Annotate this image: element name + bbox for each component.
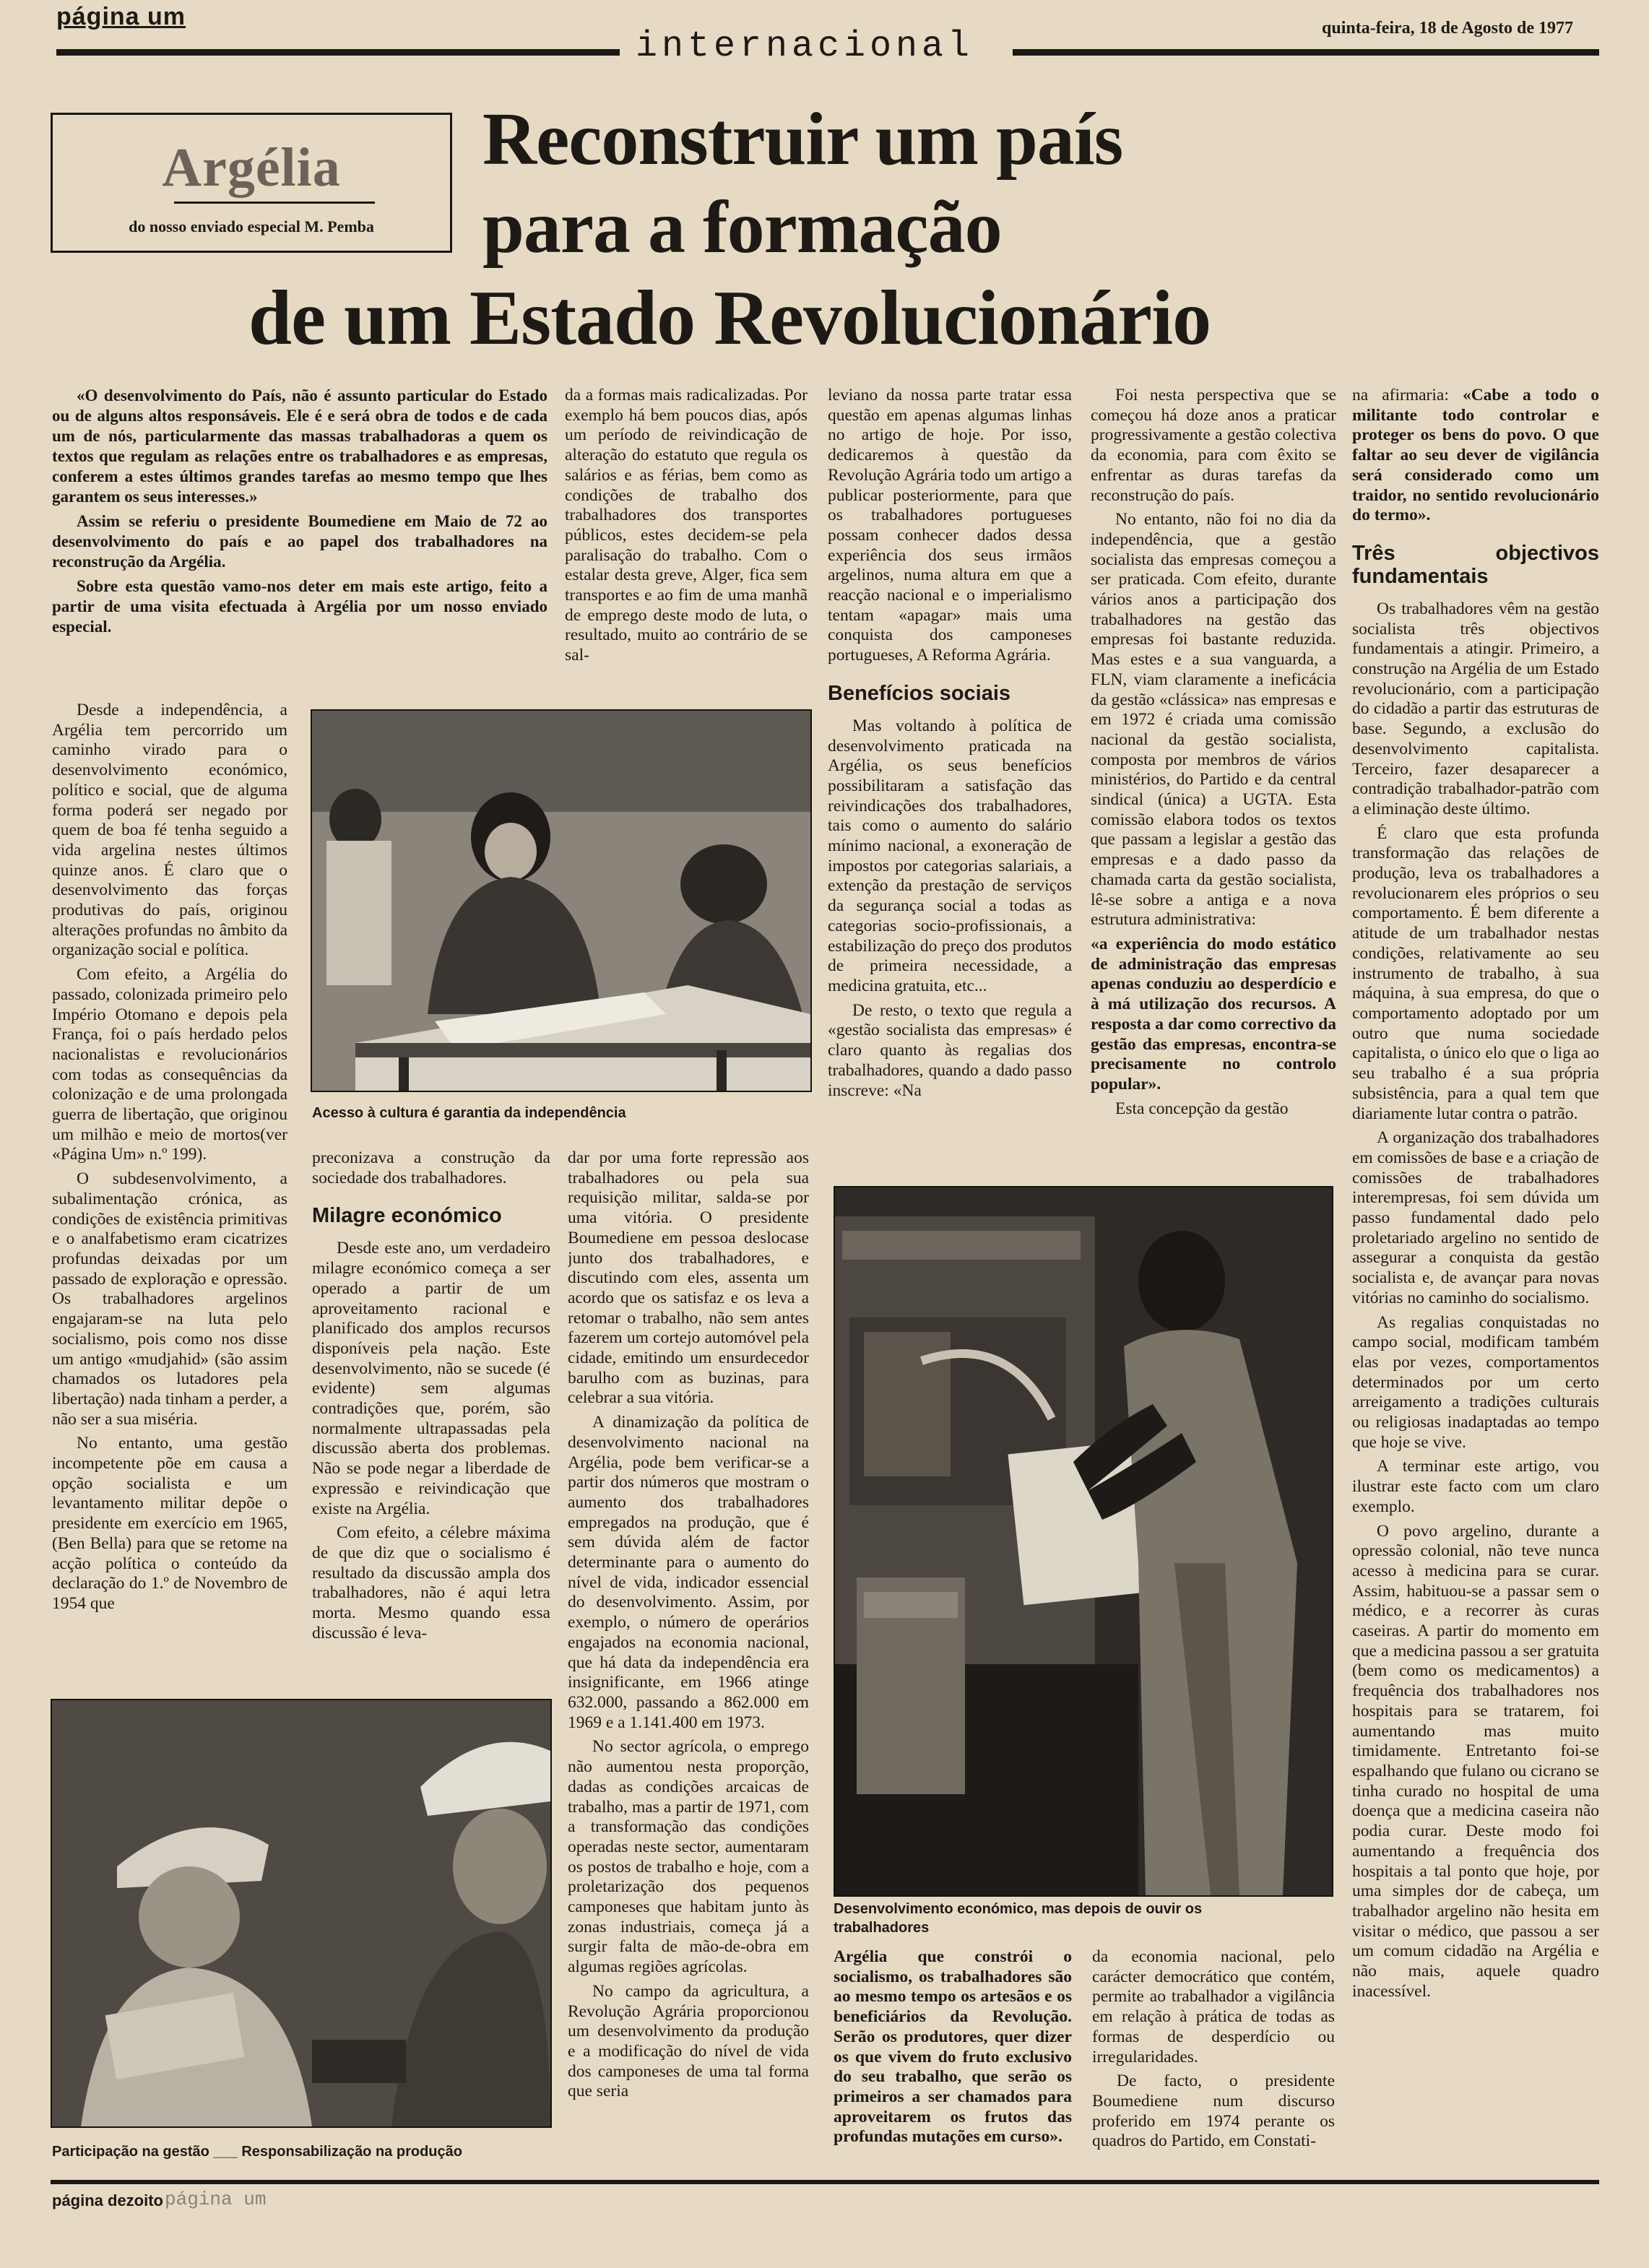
masthead-rule-left [56,49,620,56]
column-paragraph: A terminar este artigo, vou ilustrar este facto com um claro exemplo. [1352,1457,1599,1516]
column-c-top [828,386,1072,1180]
column-paragraph: da economia nacional, pelo carácter democrático que contém, permite ao trabalhador a vigilância em relação à prática de todas as formas de desperdício ou irregularidades. [1092,1947,1335,2066]
issue-date: quinta-feira, 18 de Agosto de 1977 [1322,19,1573,38]
photo-students [311,709,812,1092]
lead-paragraphs [52,386,547,667]
photo-miners [51,1699,552,2128]
masthead-rule-right [1013,49,1599,56]
column-d-top [1091,386,1336,1180]
photo-steelworker-image [835,1187,1332,1895]
column-b-bottom [312,1148,550,1676]
subheading-beneficios: Benefícios sociais [828,681,1011,705]
column-text: na afirmaria: [1352,386,1449,404]
column-paragraph: Mas voltando à política de desenvolvimento praticada na Argélia, os seus benefícios possibilitaram a satisfação das reivindicações dos trabalhadores, tais como o aumento do salário mínimo nacional, a exoneração de impostos por categorias salariais, a extenção da prestação de serviços da segurança social a todas as categorias socio-profissionais, a estabilização do preço dos produtos de primeira necessidade, a medicina gratuita, etc... [828,716,1072,995]
column-paragraph: No campo da agricultura, a Revolução Agrária proporcionou um desenvolvimento da produção e a modificação do nível de vida dos camponeses de uma tal forma que seria [568,1981,809,2101]
subheading-tres-objectivos: Três objectivos fundamentais [1352,541,1599,588]
column-c-bottom-quote [834,1947,1072,2164]
footer-page-number: página dezoito [52,2191,163,2209]
column-paragraph: No entanto, não foi no dia da independência, que a gestão socialista das empresas começou a ser praticada. Com efeito, durante vários anos a participação dos trabalhadores na gestão das empresas foi bastante reduzida. Mas estes e a sua vanguarda, a FLN, viam claramente a ineficácia da gestão «clássica» nas empresas e em 1972 é criada uma comissão nacional da gestão socialista, composta por membros de vários ministérios, do Partido e da central sindical (única) a UGTA. Esta comissão elabora todos os textos que passam a legislar a gestão das empresas e a dado passo da chamada carta da gestão socialista, lê-se sobre a antiga e a nova estrutura administrativa: [1091,510,1336,930]
masthead-publication: página um [56,3,186,30]
column-paragraph: A dinamização da política de desenvolvimento nacional na Argélia, pode bem verificar-se a partir dos números que mostram o aumento dos trabalhadores empregados na produção, que é sem dúvida além de factor determinante para o aumento do nível de vida, indicador essencial do desenvolvimento. Assim, por exemplo, o número de operários engajados na economia nacional, que há data da independência era insignificante, em 1966 atinge 632.000, passando a 862.000 em 1969 e a 1.141.400 em 1973. [568,1413,809,1732]
column-paragraph: De facto, o presidente Boumediene num discurso proferido em 1974 perante os quadros do Partido, em Constati- [1092,2072,1335,2151]
column-paragraph: leviano da nossa parte tratar essa questão em apenas algumas linhas no artigo de hoje. Por isso, dedicaremos à questão da Revolução Agrária todo um artigo a publicar posteriormente, para que os trabalhadores portugueses possam conhecer dados dessa experiência dos seus irmãos argelinos, numa altura em que a reacção nacional e o imperialismo tentam «apagar» mais uma conquista dos camponeses portugueses, A Reforma Agrária. [828,386,1072,665]
lead-paragraph: Sobre esta questão vamo-nos deter em mais este artigo, feito a partir de uma visita efectuada à Argélia por um nosso enviado especial. [52,577,547,636]
photo-steelworker [834,1186,1333,1897]
column-paragraph: da a formas mais radicalizadas. Por exemplo há bem poucos dias, após um período de reivindicação de alteração do estatuto que regula os salários e as férias, bem como as condições de trabalho dos trabalhadores dos transportes públicos, estes decidem-se pela paralisação do trabalho. Com o estalar desta greve, Alger, fica sem transportes e ao fim de uma manhã de emprego deste modo de luta, o resultado, muito ao contrário de se sal- [565,386,808,665]
column-paragraph: Esta concepção da gestão [1115,1099,1289,1118]
column-quote: «a experiência do modo estático de administração das empresas apenas conduziu ao desperdício e à má utilização dos recursos. A resposta a dar como correctivo da gestão das empresas, encontra-se precisamente no controlo popular». [1091,934,1336,1094]
photo-miners-caption: Participação na gestão ___ Responsabilização na produção [52,2144,462,2160]
lead-paragraph: Assim se referiu o presidente Boumediene em Maio de 72 ao desenvolvimento do país e ao papel dos trabalhadores na reconstrução da Argélia. [52,512,547,571]
column-paragraph: Os trabalhadores vêm na gestão socialista três objectivos fundamentais a atingir. Primeiro, a construção na Argélia de um Estado revolucionário, com a participação do cidadão a partir das estruturas de base. Segundo, a exclusão do desenvolvimento capitalista. Terceiro, fazer desaparecer a contradição trabalhador-patrão com a eliminação deste último. [1352,599,1599,818]
column-paragraph: O subdesenvolvimento, a subalimentação crónica, as condições de existência primitivas e o analfabetismo eram cicatrizes profundas deixadas por um passado de exploração e opressão. Os trabalhadores argelinos engajaram-se na luta pelo socialismo, pois como nos disse um antigo «mudjahid» (são assim chamados os lutadores pela libertação) nada tinham a perder, a não ser a sua miséria. [52,1169,287,1429]
kicker-box [51,113,452,253]
column-paragraph: As regalias conquistadas no campo social, modificam também elas por vezes, comportamentos determinados por um certo arreigamento a tradições culturais ou religiosas inadaptadas ao tempo que hoje se vive. [1352,1312,1599,1452]
kicker-underline [174,202,375,204]
section-label: internacional [636,26,974,67]
photo-steelworker-caption: Desenvolvimento económico, mas depois de ouvir os trabalhadores [834,1901,1203,1936]
column-d-bottom [1092,1947,1335,2164]
column-paragraph [1352,386,1599,526]
column-b-top [565,386,808,682]
column-paragraph: No entanto, uma gestão incompetente põe em causa a opção socialista e um levantamento militar depõe o presidente em exercício em 1965, (Ben Bella) para que se retome na acção política o conteúdo da declaração do 1.º de Novembro de 1954 que [52,1434,287,1613]
lead-quote: «O desenvolvimento do País, não é assunto particular do Estado ou de alguns altos responsáveis. Ele é e será obra de todos e de cada um de nós, particularmente das massas trabalhadoras a quem os textos que regulam as relações entre os trabalhadores e as empresas, conferem a estes últimos grandes tarefas ao mesmo tempo que lhes garantem os seus interesses.» [52,386,547,506]
column-quote: «Cabe a todo o militante todo controlar e proteger os bens do povo. O que faltar ao seu dever de vigilância será considerado como um traidor, no sentido revolucionário do termo». [1352,386,1599,525]
photo-miners-image [52,1700,550,2126]
column-paragraph: No sector agrícola, o emprego não aumentou nesta proporção, dadas as condições arcaicas de trabalho, mas a partir de 1971, com a transformação das condições operadas neste sector, aumentaram os postos de trabalho e hoje, com a proletarização dos pequenos camponeses que habitam junto às zonas industriais, começa já a surgir falta de mão-de-obra em algumas regiões agrícolas. [568,1737,809,1977]
headline-line-3: de um Estado Revolucionário [248,275,1211,361]
subheading-milagre: Milagre económico [312,1204,502,1228]
column-paragraph: Desde este ano, um verdadeiro milagre económico começa a ser operado a partir de um aproveitamento racional e planificado dos amplos recursos disponíveis pela nação. Este desenvolvimento, não se sucede (é evidente) sem algumas contradições que, porém, são normalmente ultrapassadas pela discussão aberta dos problemas. Não se pode negar a liberdade de expressão e reivindicação que existe na Argélia. [312,1239,550,1518]
column-c-bottom [568,1148,809,2158]
column-paragraph: preconizava a construção da sociedade dos trabalhadores. [312,1148,550,1187]
kicker-country: Argélia [162,137,341,198]
column-paragraph: Com efeito, a Argélia do passado, colonizada primeiro pelo Império Otomano e depois pela França, foi o país herdado pelos nacionalistas e revolucionários com todas as consequências da colonização e de uma prolongada guerra de libertação, que originou um milhão e meio de mortos(ver «Página Um» n.º 199). [52,965,287,1164]
kicker-byline: do nosso enviado especial M. Pemba [129,217,374,235]
column-paragraph: O povo argelino, durante a opressão colonial, não teve nunca acesso à medicina para se curar. Assim, habituou-se a passar sem o médico, e a recorrer às curas caseiras. A partir do momento em que a medicina passou a ser gratuita (bem como os medicamentos) a frequência dos trabalhadores nos hospitais para se tratarem, foi aumentando mas muito timidamente. Entretanto foi-se espalhando que fulano ou cicrano se tinha curado no hospital de uma doença que a medicina caseira não podia curar. Deste modo foi aumentando a frequência dos hospitais a tal ponto que hoje, por uma simples dor de cabeça, um trabalhador argelino não hesita em visitar o médico, que passou a ser um comum cidadão na Argélia e não mais, aquele quadro inacessível. [1352,1521,1599,2001]
column-e [1352,386,1599,2155]
photo-students-image [312,711,810,1091]
footer-rule [51,2180,1599,2184]
column-quote: Argélia que constrói o socialismo, os trabalhadores são ao mesmo tempo os artesãos e os beneficiários da Revolução. Serão os produtores, quer dizer os que vivem do fruto exclusivo do seu trabalho, que serão os primeiros a ser chamados para aproveitarem os frutos das profundas mutações em curso». [834,1947,1072,2147]
column-paragraph: De resto, o texto que regula a «gestão socialista das empresas» é claro quanto às regalias dos trabalhadores, quando a dado passo inscreve: «Na [828,1000,1072,1100]
column-paragraph: Desde a independência, a Argélia tem percorrido um caminho virado para o desenvolvimento económico, político e social, que de alguma forma poderá ser negado por quem de boa fé tenha seguido a vida argelina nestes últimos quinze anos. É claro que o desenvolvimento das forças produtivas do país, originou alterações profundas no âmbito da organização social e política. [52,701,287,960]
column-paragraph: A organização dos trabalhadores em comissões de base e a criação de comissões de trabalhadores interempresas, foi sem dúvida um passo fundamental dado pelo proletariado argelino no sentido de assegurar a conquista da gestão socialista e, de avançar para novas vitórias no caminho do socialismo. [1352,1128,1599,1307]
column-paragraph: Foi nesta perspectiva que se começou há doze anos a praticar progressivamente a gestão colectiva da economia, para com êxito se enfrentar as duras tarefas da reconstrução do país. [1091,386,1336,505]
footer-bleed-text: página um [165,2189,267,2210]
photo-students-caption: Acesso à cultura é garantia da independência [312,1105,626,1121]
column-paragraph: dar por uma forte repressão aos trabalhadores ou pela sua requisição militar, salda-se por uma vitória. O presidente Boumediene em pessoa deslocase junto dos trabalhadores, e discutindo com eles, assenta um acordo que os satisfaz e os leva a retomar o trabalho, não sem antes fazerem um cortejo automóvel pela cidade, emitindo um ensurdecedor barulho com as buzinas, para celebrar a sua vitória. [568,1148,809,1408]
headline-line-2: para a formação [482,186,1002,269]
column-a [52,701,287,1683]
column-paragraph: É claro que esta profunda transformação das relações de produção, leva os trabalhadores a revolucionarem eles próprios o seu comportamento. É bem diferente a atitude de um trabalhador nestas condições, relativamente ao seu instrumento de trabalho, à sua máquina, à sua empresa, do que o comportamento adoptado por um outro que numa sociedade capitalista, o único elo que o liga ao seu trabalho é a sua própria subsistência, para a qual tem que diariamente lutar contra o patrão. [1352,823,1599,1123]
column-paragraph: Com efeito, a célebre máxima de que diz que o socialismo é resultado da discussão ampla dos trabalhadores, não é aqui letra morta. Mesmo quando essa discussão é leva- [312,1523,550,1642]
headline-line-1: Reconstruir um país [482,98,1123,181]
